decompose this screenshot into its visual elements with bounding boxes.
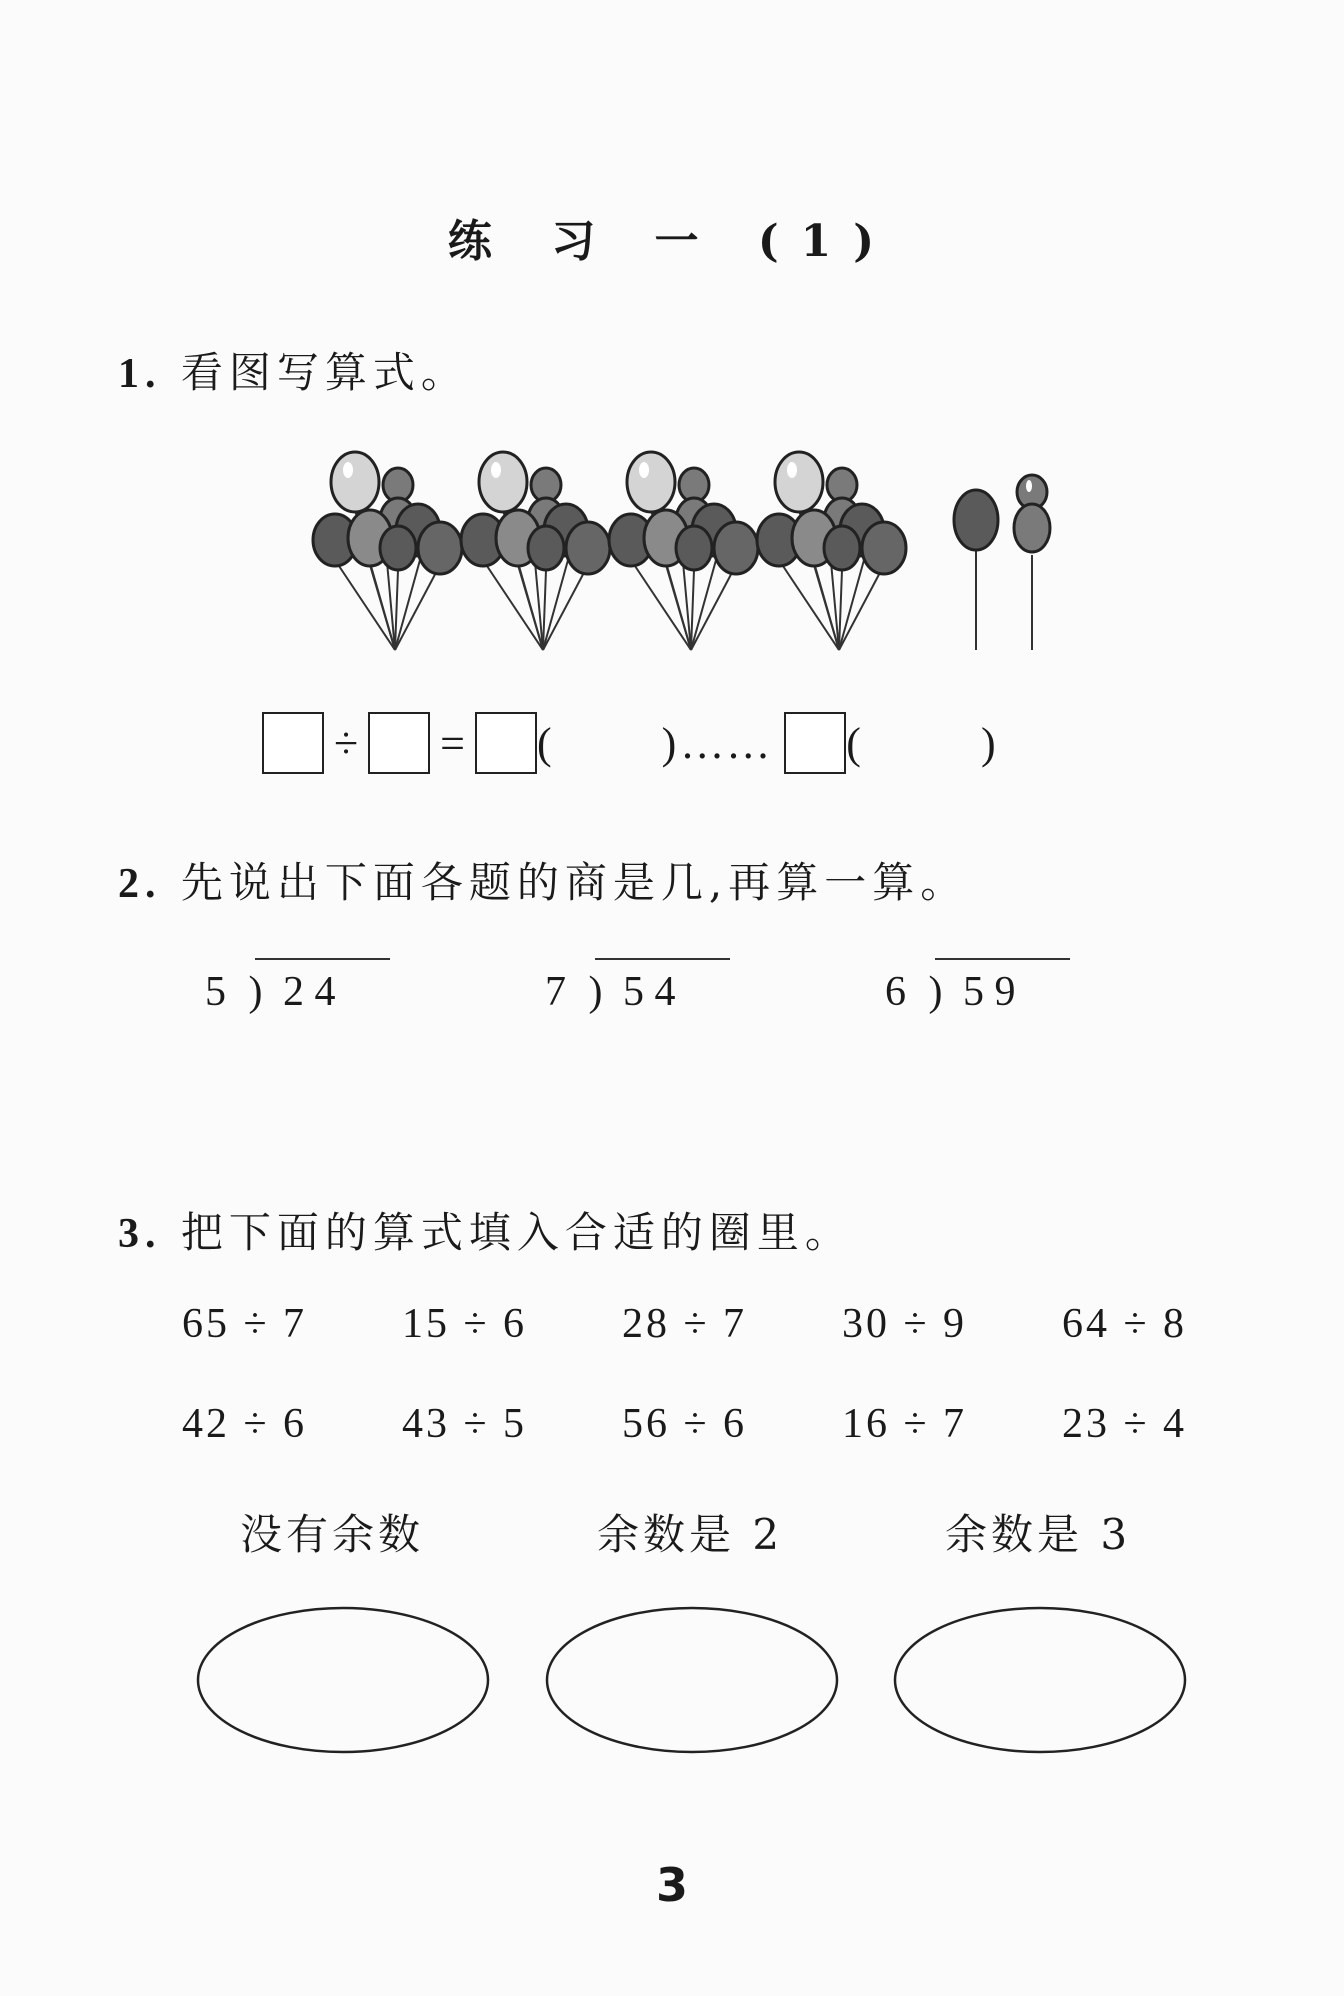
unit-paren-open-1: ( (536, 718, 552, 768)
category-label-remainder-3: 余数是 3 (945, 1510, 1132, 1559)
answer-box-divisor[interactable] (368, 712, 430, 774)
expression-2-5[interactable]: 23 ÷ 4 (1062, 1401, 1188, 1447)
dividend: 2 4 (283, 969, 336, 1015)
question-1-text: 看图写算式。 (180, 348, 469, 397)
divisor: 5 (205, 969, 226, 1015)
expression-1-3[interactable]: 28 ÷ 7 (622, 1301, 748, 1347)
question-3 (118, 1200, 853, 1260)
divisor: 7 (545, 969, 566, 1015)
division-bracket: ) (248, 969, 263, 1015)
answer-ovals (190, 1600, 1190, 1760)
oval-remainder-2[interactable] (547, 1608, 837, 1752)
vinculum (255, 958, 390, 960)
page-number: 3 (655, 1858, 688, 1912)
oval-no-remainder[interactable] (198, 1608, 488, 1752)
answer-box-remainder[interactable] (784, 712, 846, 774)
balloons-illustration (310, 440, 1070, 670)
dividend: 5 4 (623, 969, 676, 1015)
division-bracket: ) (588, 969, 603, 1015)
vinculum (935, 958, 1070, 960)
expression-1-1[interactable]: 65 ÷ 7 (182, 1301, 308, 1347)
question-2 (118, 850, 968, 910)
expression-2-4[interactable]: 16 ÷ 7 (842, 1401, 968, 1447)
remainder-dots: …… (680, 718, 773, 768)
answer-box-dividend[interactable] (262, 712, 324, 774)
balloon-bunch-1 (313, 452, 462, 650)
expression-1-2[interactable]: 15 ÷ 6 (402, 1301, 528, 1347)
divide-sign: ÷ (334, 718, 359, 768)
answer-box-quotient[interactable] (475, 712, 537, 774)
single-balloons (954, 475, 1050, 650)
divisor: 6 (885, 969, 906, 1015)
question-2-text: 先说出下面各题的商是几,再算一算。 (180, 858, 969, 907)
unit-paren-close-2: ) (980, 718, 996, 768)
expression-1-4[interactable]: 30 ÷ 9 (842, 1301, 968, 1347)
equals-sign: = (440, 718, 465, 768)
balloon-bunch-2 (461, 452, 610, 650)
dividend: 5 9 (963, 969, 1016, 1015)
question-3-text: 把下面的算式填入合适的圈里。 (180, 1208, 853, 1257)
question-1-number: 1. (118, 351, 162, 397)
balloon-bunch-3 (609, 452, 758, 650)
equation-row (262, 712, 996, 774)
balloon-bunch-4 (757, 452, 906, 650)
expression-1-5[interactable]: 64 ÷ 8 (1062, 1301, 1188, 1347)
long-division-2 (545, 968, 676, 1016)
unit-paren-close-1: ) (661, 718, 677, 768)
expression-2-3[interactable]: 56 ÷ 6 (622, 1401, 748, 1447)
unit-paren-open-2: ( (846, 718, 861, 768)
question-3-number: 3. (118, 1211, 162, 1257)
page-title: 练 习 一 (1) (447, 216, 897, 267)
vinculum (595, 958, 730, 960)
long-division-1 (205, 968, 336, 1016)
expression-2-2[interactable]: 43 ÷ 5 (402, 1401, 528, 1447)
division-bracket: ) (928, 969, 943, 1015)
expression-2-1[interactable]: 42 ÷ 6 (182, 1401, 308, 1447)
category-label-remainder-2: 余数是 2 (597, 1510, 784, 1559)
question-2-number: 2. (118, 861, 162, 907)
category-label-no-remainder: 没有余数 (240, 1510, 425, 1559)
oval-remainder-3[interactable] (895, 1608, 1185, 1752)
question-1 (118, 340, 469, 400)
long-division-3 (885, 968, 1016, 1016)
